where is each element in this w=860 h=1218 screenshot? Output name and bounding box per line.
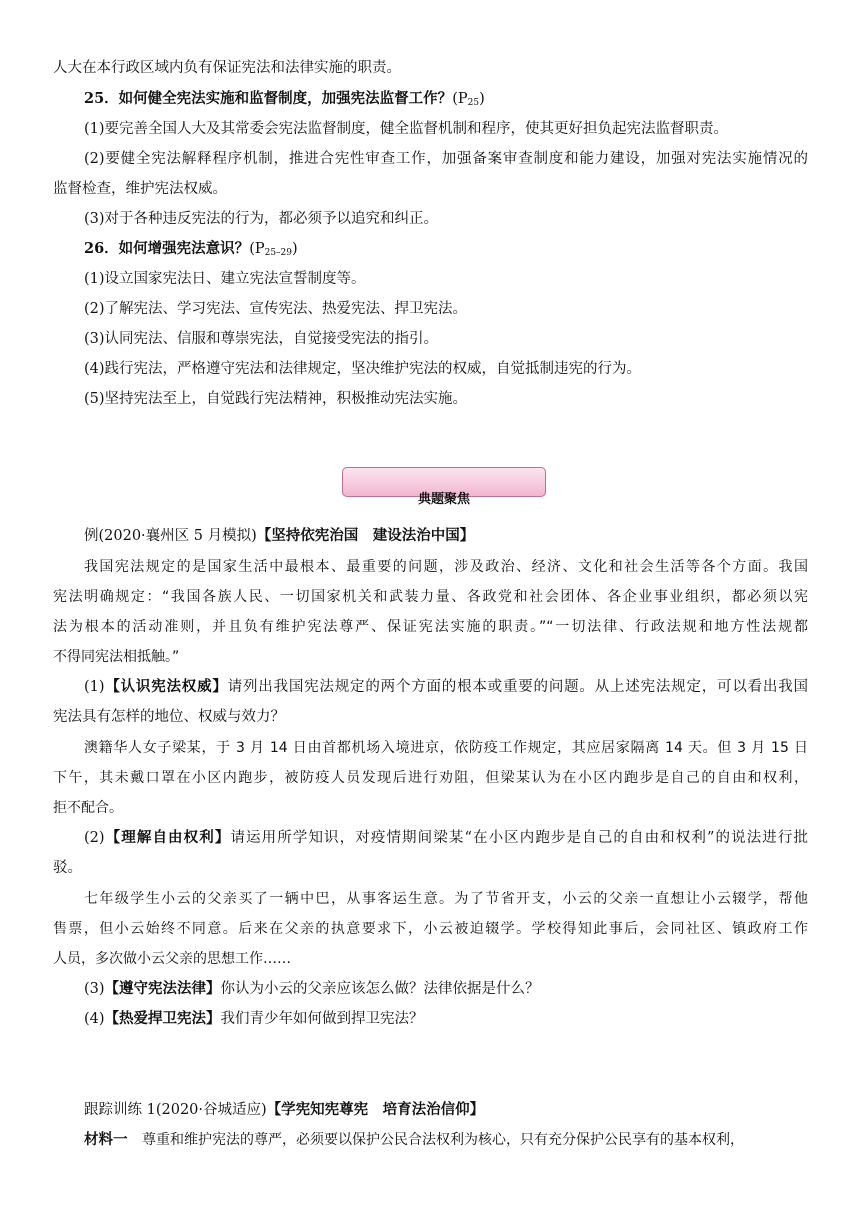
example-question-1: (1)【认识宪法权威】请列出我国宪法规定的两个方面的根本或重要的问题。从上述宪法规定，可以看出我国 [84, 678, 809, 695]
example-material-1-cont: 宪法明确规定：“我国各族人民、一切国家机关和武装力量、各政党和社会团体、各企业事业组织，都必须以宪 [53, 589, 808, 605]
section-banner [342, 467, 546, 507]
answer-25-2: (2)要健全宪法解释程序机制，推进合宪性审查工作，加强备案审查制度和能力建设，加强对宪法实施情况的 [84, 151, 808, 167]
example-question-3: (3)【遵守宪法法律】你认为小云的父亲应该怎么做？法律依据是什么？ [84, 980, 540, 997]
answer-26-5: (5)坚持宪法至上，自觉践行宪法精神，积极推动宪法实施。 [84, 391, 468, 407]
example-material-2: 澳籍华人女子梁某，于 3 月 14 日由首都机场入境进京，依防疫工作规定，其应居家隔离 14 天。但 3 月 15 日 [84, 740, 808, 756]
answer-26-3: (3)认同宪法、信服和尊崇宪法，自觉接受宪法的指引。 [84, 331, 439, 347]
answer-26-2: (2)了解宪法、学习宪法、宣传宪法、热爱宪法、捍卫宪法。 [84, 301, 468, 317]
answer-25-1: (1)要完善全国人大及其常委会宪法监督制度，健全监督机制和程序，使其更好担负起宪法监督职责。 [84, 121, 729, 137]
example-material-2-cont: 拒不配合。 [53, 800, 123, 816]
example-material-2-cont: 下午，其未戴口罩在小区内跑步，被防疫人员发现后进行劝阻，但梁某认为在小区内跑步是自己的自由和权利， [53, 770, 808, 786]
example-question-2: (2)【理解自由权利】请运用所学知识，对疫情期间梁某“在小区内跑步是自己的自由和权利”的说法进行批 [84, 829, 808, 846]
example-material-3-cont: 售票，但小云始终不同意。后来在父亲的执意要求下，小云被迫辍学。学校得知此事后，会同社区、镇政府工作 [53, 921, 808, 937]
example-material-3-cont: 人员，多次做小云父亲的思想工作…… [53, 951, 291, 967]
example-question-4: (4)【热爱捍卫宪法】我们青少年如何做到捍卫宪法？ [84, 1010, 424, 1027]
answer-26-4: (4)践行宪法，严格遵守宪法和法律规定，坚决维护宪法的权威，自觉抵制违宪的行为。 [84, 361, 642, 377]
example-material-1: 我国宪法规定的是国家生活中最根本、最重要的问题，涉及政治、经济、文化和社会生活等各个方面。我国 [84, 559, 808, 575]
practice-heading: 跟踪训练 1(2020·谷城适应)【学宪知宪尊宪 培育法治信仰】 [84, 1101, 485, 1118]
question-25: 25．如何健全宪法实施和监督制度，加强宪法监督工作？$(P_{25})$ [84, 90, 485, 108]
text-line: 人大在本行政区域内负有保证宪法和法律实施的职责。 [53, 60, 401, 76]
example-question-1-cont: 宪法具有怎样的地位、权威与效力？ [53, 709, 285, 725]
example-material-1-cont: 法为根本的活动准则，并且负有维护宪法尊严、保证宪法实施的职责。”“一切法律、行政法规和地方性法规都 [53, 619, 808, 635]
example-question-2-cont: 驳。 [53, 860, 82, 876]
practice-material-1: 材料一 尊重和维护宪法的尊严，必须要以保护公民合法权利为核心，只有充分保护公民享有的基本权利， [84, 1131, 744, 1148]
example-heading: 例(2020·襄州区 5 月模拟)【坚持依宪治国 建设法治中国】 [84, 527, 475, 544]
example-material-3: 七年级学生小云的父亲买了一辆中巴，从事客运生意。为了节省开支，小云的父亲一直想让小云辍学，帮他 [84, 891, 808, 907]
question-26: 26．如何增强宪法意识？$(P_{25-29})$ [84, 240, 298, 258]
example-material-1-cont: 不得同宪法相抵触。” [53, 649, 180, 665]
answer-26-1: (1)设立国家宪法日、建立宪法宣誓制度等。 [84, 271, 366, 287]
answer-25-2-cont: 监督检查，维护宪法权威。 [53, 181, 227, 197]
answer-25-3: (3)对于各种违反宪法的行为，都必须予以追究和纠正。 [84, 211, 439, 227]
section-banner-label: 典题聚焦 [417, 492, 470, 507]
